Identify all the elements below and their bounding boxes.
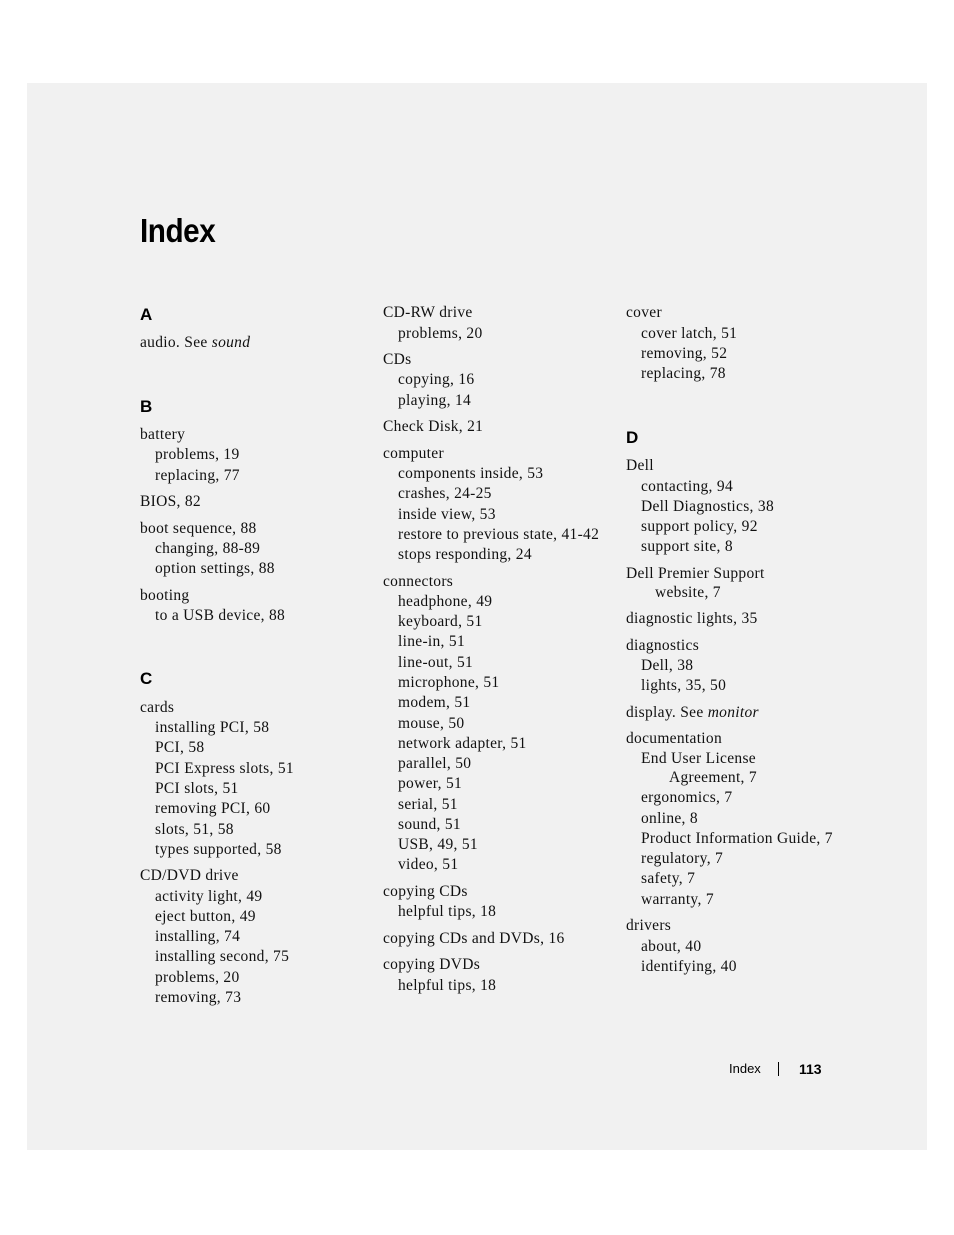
- index-subentry: option settings, 88: [155, 560, 275, 577]
- index-entry: drivers: [626, 917, 672, 934]
- index-entry: diagnostics: [626, 637, 700, 654]
- index-subentry: installing second, 75: [155, 948, 290, 965]
- index-subentry: identifying, 40: [641, 958, 737, 975]
- index-entry: Check Disk, 21: [383, 418, 484, 435]
- index-subentry: Dell Diagnostics, 38: [641, 498, 774, 515]
- section-letter: C: [140, 669, 153, 688]
- section-letter: D: [626, 428, 639, 447]
- index-subentry: contacting, 94: [641, 478, 734, 495]
- index-subentry: sound, 51: [398, 816, 461, 833]
- index-subentry: changing, 88-89: [155, 540, 261, 557]
- index-entry: display. See monitor: [626, 704, 759, 721]
- index-entry: BIOS, 82: [140, 493, 201, 510]
- index-subentry: removing PCI, 60: [155, 800, 271, 817]
- section-letter: A: [140, 305, 153, 324]
- index-subentry: problems, 20: [398, 325, 483, 342]
- index-entry: battery: [140, 426, 186, 443]
- index-subentry: microphone, 51: [398, 674, 500, 691]
- index-subentry: line-in, 51: [398, 633, 466, 650]
- footer-section-label: Index: [729, 1061, 761, 1076]
- index-subentry: Dell, 38: [641, 657, 694, 674]
- index-entry: boot sequence, 88: [140, 520, 257, 537]
- index-subentry: End User License: [641, 750, 756, 767]
- index-subentry: eject button, 49: [155, 908, 256, 925]
- index-subentry: Product Information Guide, 7: [641, 830, 833, 847]
- index-subentry: removing, 52: [641, 345, 728, 362]
- index-subentry: network adapter, 51: [398, 735, 527, 752]
- index-entry: copying DVDs: [383, 956, 481, 973]
- index-subentry: removing, 73: [155, 989, 242, 1006]
- index-subentry: regulatory, 7: [641, 850, 724, 867]
- index-subentry: PCI, 58: [155, 739, 205, 756]
- index-subentry: about, 40: [641, 938, 702, 955]
- index-subentry: installing PCI, 58: [155, 719, 270, 736]
- index-entry: CD/DVD drive: [140, 867, 239, 884]
- index-subentry: helpful tips, 18: [398, 977, 497, 994]
- index-subentry: website, 7: [655, 584, 721, 601]
- index-subentry: copying, 16: [398, 371, 475, 388]
- page-number: 113: [799, 1061, 822, 1077]
- index-subentry: PCI Express slots, 51: [155, 760, 294, 777]
- index-entry: connectors: [383, 573, 454, 590]
- index-subentry: headphone, 49: [398, 593, 493, 610]
- footer-separator: [778, 1062, 779, 1076]
- index-subentry: installing, 74: [155, 928, 241, 945]
- cross-reference: sound: [211, 334, 251, 351]
- index-subentry: stops responding, 24: [398, 546, 532, 563]
- index-subentry: online, 8: [641, 810, 698, 827]
- index-subentry: problems, 19: [155, 446, 240, 463]
- index-entry: diagnostic lights, 35: [626, 610, 758, 627]
- index-entry: Dell: [626, 457, 654, 474]
- index-subentry: safety, 7: [641, 870, 696, 887]
- cross-reference: monitor: [707, 704, 759, 721]
- index-subentry: power, 51: [398, 775, 463, 792]
- index-entry: documentation: [626, 730, 723, 747]
- index-subentry: crashes, 24-25: [398, 485, 492, 502]
- index-subentry: cover latch, 51: [641, 325, 738, 342]
- index-entry: CD-RW drive: [383, 304, 473, 321]
- index-subentry: parallel, 50: [398, 755, 472, 772]
- index-subentry: serial, 51: [398, 796, 458, 813]
- index-subentry: USB, 49, 51: [398, 836, 478, 853]
- index-subentry: inside view, 53: [398, 506, 496, 523]
- index-subentry: ergonomics, 7: [641, 789, 733, 806]
- index-subentry: to a USB device, 88: [155, 607, 286, 624]
- index-subentry: problems, 20: [155, 969, 240, 986]
- index-subentry: replacing, 77: [155, 467, 240, 484]
- index-entry: cover: [626, 304, 662, 321]
- index-subentry: support policy, 92: [641, 518, 758, 535]
- index-subentry: slots, 51, 58: [155, 821, 234, 838]
- index-subentry: PCI slots, 51: [155, 780, 239, 797]
- index-subentry: support site, 8: [641, 538, 733, 555]
- index-subentry: replacing, 78: [641, 365, 726, 382]
- index-subentry: lights, 35, 50: [641, 677, 727, 694]
- index-subentry: modem, 51: [398, 694, 471, 711]
- index-subentry: types supported, 58: [155, 841, 282, 858]
- index-entry: audio. See sound: [140, 334, 251, 351]
- index-subentry: warranty, 7: [641, 891, 714, 908]
- index-subentry: restore to previous state, 41-42: [398, 526, 600, 543]
- index-subentry: mouse, 50: [398, 715, 465, 732]
- index-subentry: helpful tips, 18: [398, 903, 497, 920]
- index-entry: copying CDs: [383, 883, 468, 900]
- page-title: Index: [140, 212, 216, 249]
- index-entry: computer: [383, 445, 444, 462]
- index-entry: booting: [140, 587, 190, 604]
- section-letter: B: [140, 397, 153, 416]
- index-subentry: line-out, 51: [398, 654, 474, 671]
- index-entry: cards: [140, 699, 175, 716]
- index-entry: copying CDs and DVDs, 16: [383, 930, 565, 947]
- index-subentry: activity light, 49: [155, 888, 263, 905]
- index-subentry: video, 51: [398, 856, 459, 873]
- index-subentry: components inside, 53: [398, 465, 544, 482]
- index-subentry: Agreement, 7: [669, 769, 757, 786]
- index-entry: CDs: [383, 351, 412, 368]
- index-subentry: playing, 14: [398, 392, 472, 409]
- index-subentry: keyboard, 51: [398, 613, 483, 630]
- index-entry: Dell Premier Support: [626, 565, 765, 582]
